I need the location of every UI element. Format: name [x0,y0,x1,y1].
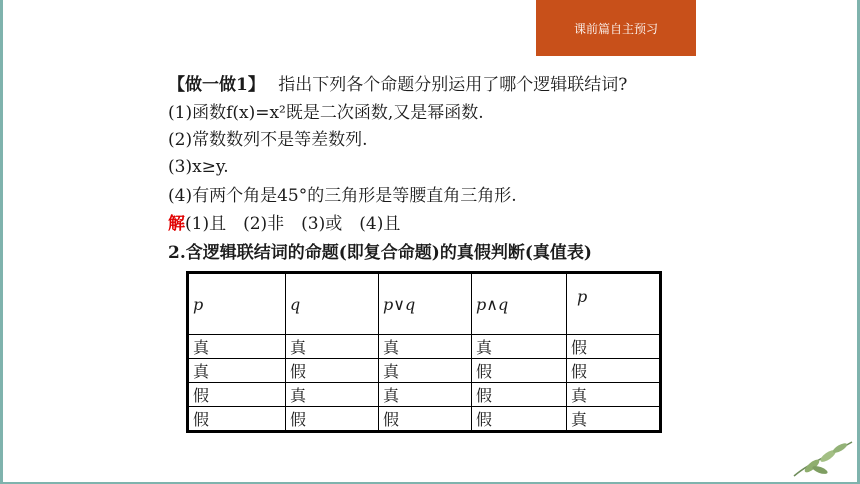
table-cell: 假 [472,359,567,383]
section-label: 课前篇自主预习 [573,21,658,36]
answer-text: (1)且 (2)非 (3)或 (4)且 [185,214,401,234]
exercise-item-3: (3)x≥y. [168,157,229,177]
answer-line [168,213,400,235]
table-header-row [188,273,661,335]
leaf-decoration-icon [790,436,856,482]
header-cell-q: q [286,273,379,335]
header-cell-p: p [188,273,286,335]
table-cell: 假 [188,383,286,407]
answer-label: 解 [168,214,185,234]
section-tag [536,0,696,56]
table-cell: 真 [567,407,661,432]
table-cell: 真 [379,383,472,407]
header-cell-p-or-q: p∨q [379,273,472,335]
exercise-item-1: (1)函数f(x)=x²既是二次函数,又是幂函数. [168,103,484,123]
table-row [188,335,661,359]
table-cell: 真 [567,383,661,407]
table-cell: 假 [472,407,567,432]
table-cell: 真 [286,383,379,407]
table-cell: 假 [379,407,472,432]
exercise-item-2: (2)常数数列不是等差数列. [168,130,368,150]
table-cell: 假 [567,359,661,383]
table-cell: 真 [379,359,472,383]
table-cell: 真 [188,359,286,383]
exercise-item-4: (4)有两个角是45°的三角形是等腰直角三角形. [168,186,517,206]
truth-table [186,271,662,433]
section2-title: 2.含逻辑联结词的命题(即复合命题)的真假判断(真值表) [168,243,592,263]
table-cell: 假 [286,407,379,432]
table-cell: 假 [286,359,379,383]
table-cell: 真 [472,335,567,359]
table-cell: 真 [286,335,379,359]
header-cell-p-and-q: p∧q [472,273,567,335]
table-cell: 真 [379,335,472,359]
not-p-label: p [577,286,588,306]
exercise-title: 【做一做1】 [168,75,265,95]
header-cell-not-p [567,273,661,335]
table-cell: 假 [567,335,661,359]
table-row [188,383,661,407]
exercise-prompt: 指出下列各个命题分别运用了哪个逻辑联结词? [278,75,628,95]
table-row [188,359,661,383]
table-cell: 假 [188,407,286,432]
exercise-heading [168,74,627,96]
table-cell: 假 [472,383,567,407]
table-cell: 真 [188,335,286,359]
table-row [188,407,661,432]
